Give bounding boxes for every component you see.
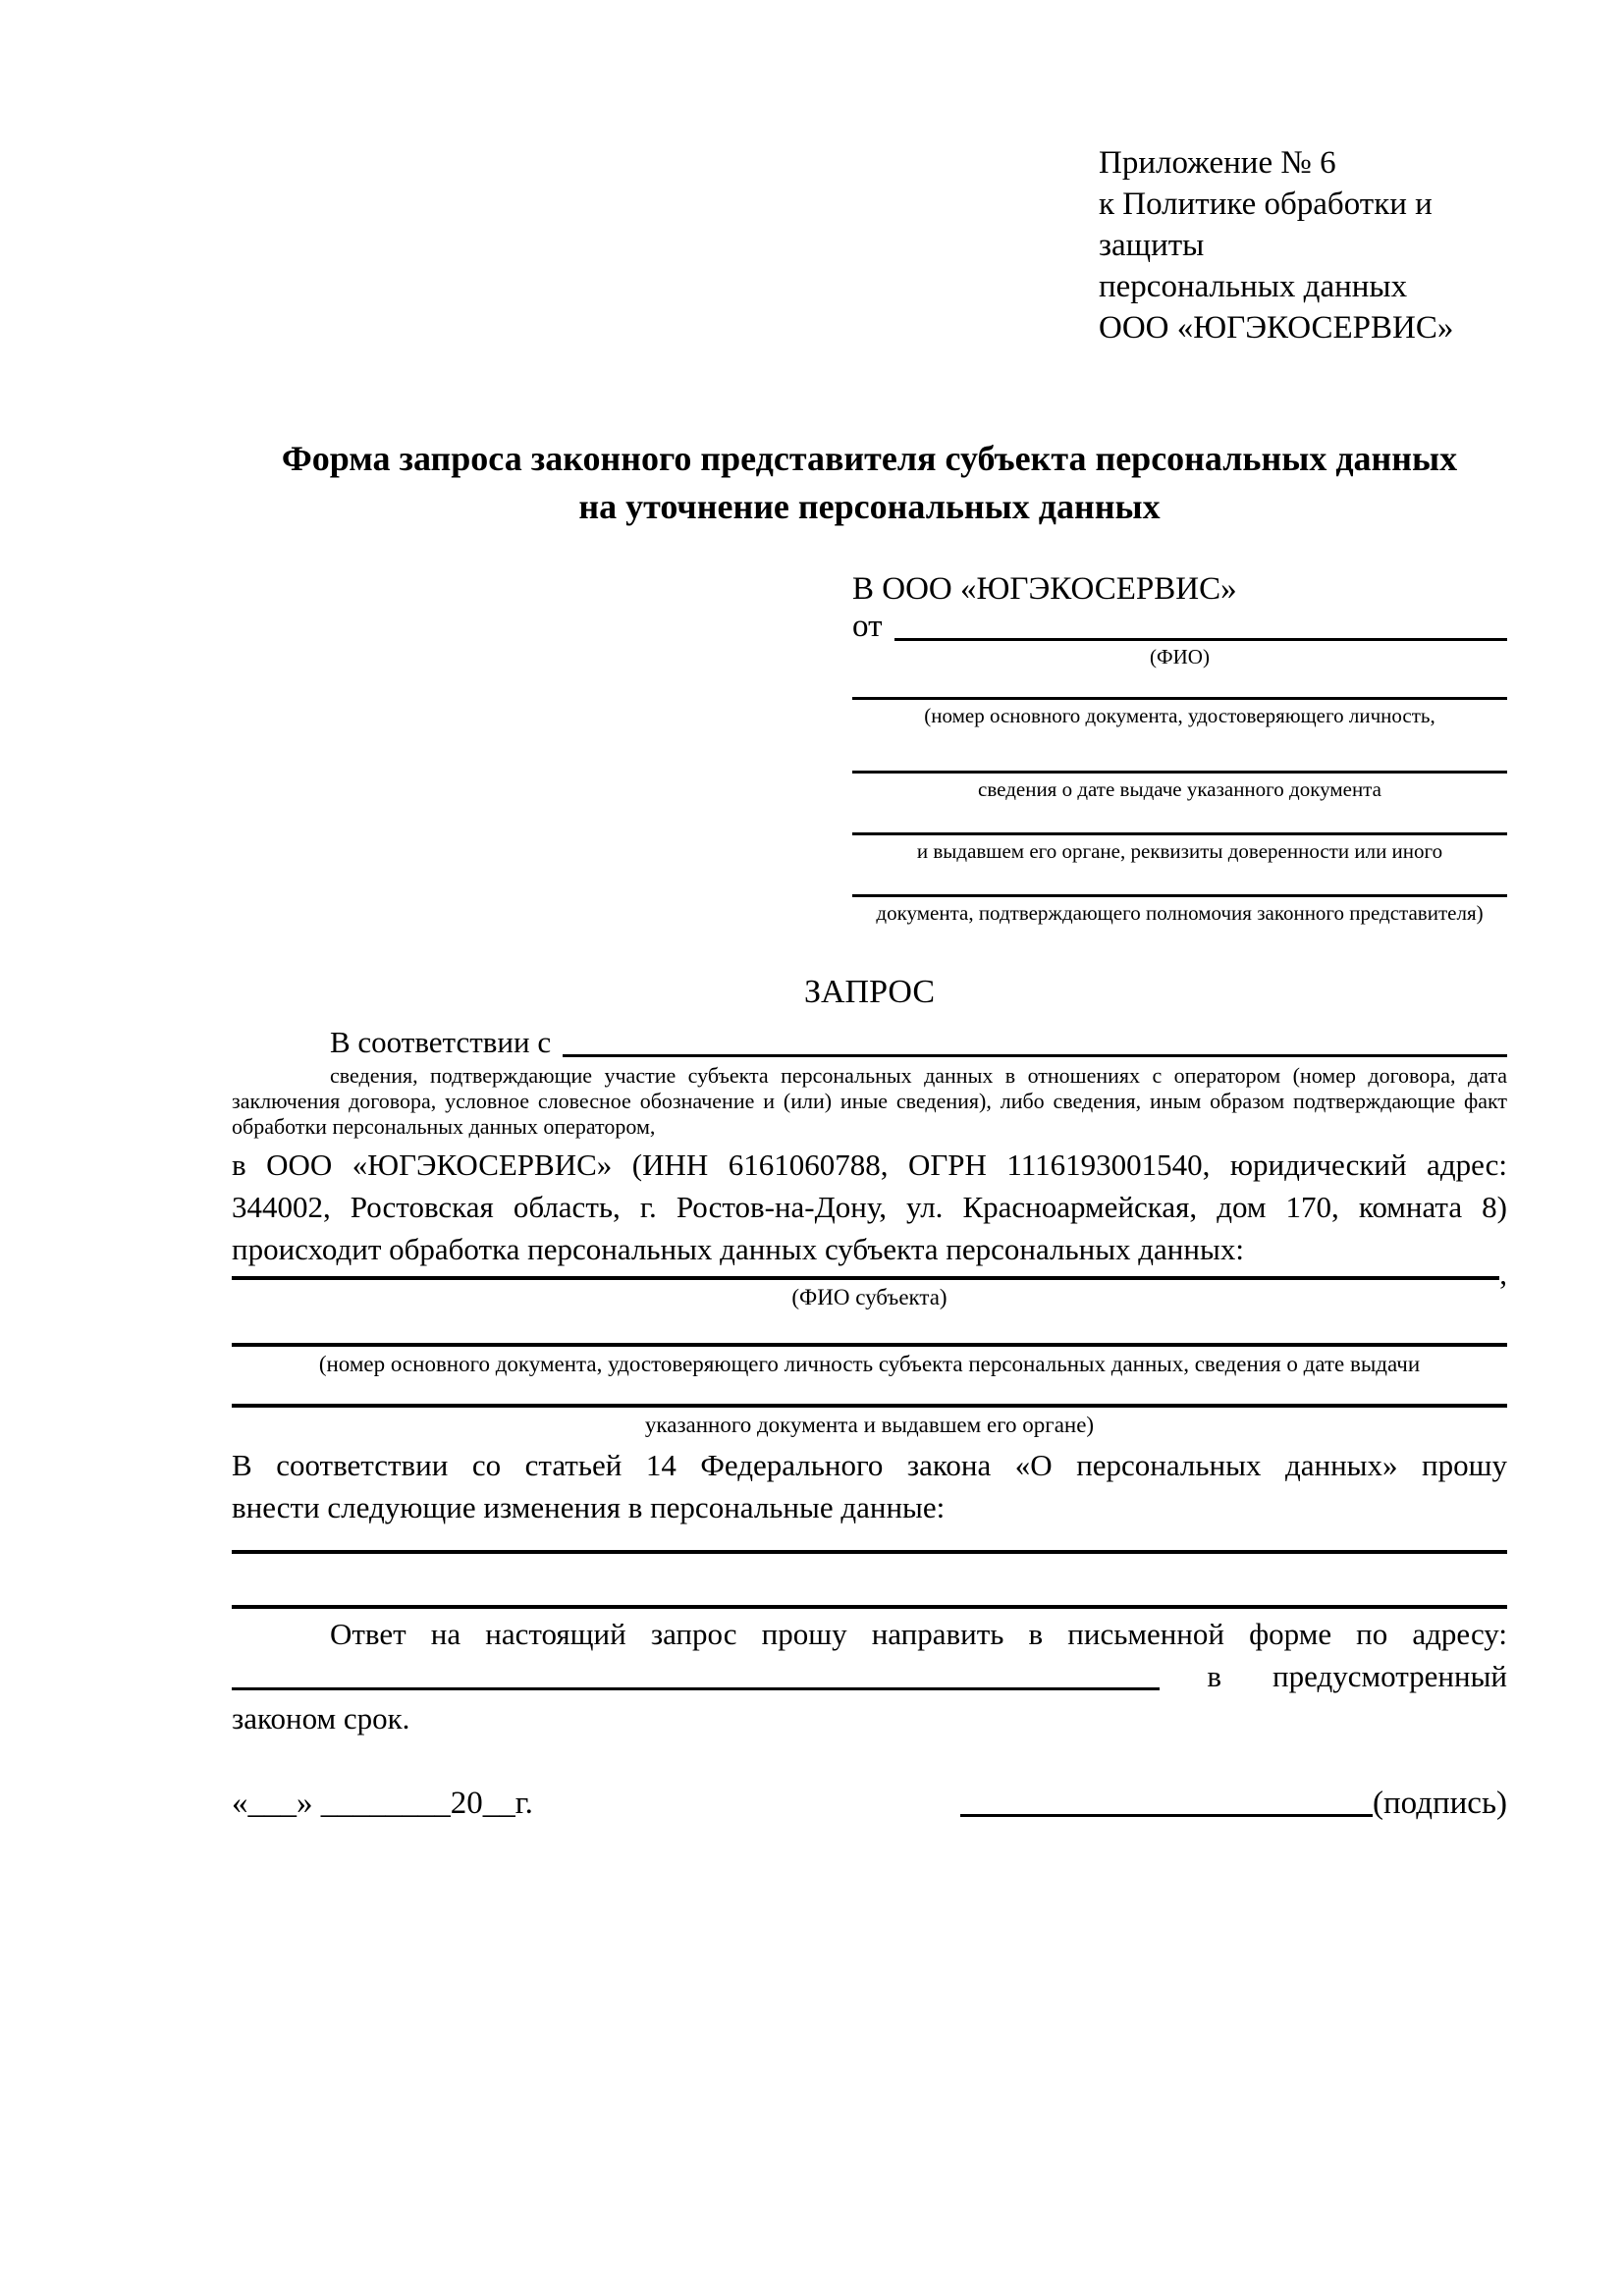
fio-hint: (ФИО): [1150, 645, 1210, 668]
doc-hint-4: документа, подтверждающего полномочия законного представителя): [876, 901, 1484, 925]
signature-hint: (подпись): [1373, 1786, 1507, 1821]
blank-line: [852, 802, 1507, 835]
intro-blank-line: [563, 1022, 1507, 1057]
article-line1: В соответствии со статьей 14 Федерального закона «О персональных данных» прошу: [232, 1448, 1507, 1482]
footnote-block: [232, 1063, 1507, 1140]
doc-hint-3: и выдавшем его органе, реквизиты доверенности или иного: [916, 839, 1443, 863]
form-title-line2: на уточнение персональных данных: [578, 487, 1161, 526]
reply-paragraph: [232, 1613, 1507, 1739]
address-blank-line: [232, 1687, 1160, 1690]
reply-line3: законом срок.: [232, 1701, 410, 1735]
appendix-line: Приложение № 6: [1099, 145, 1336, 181]
reply-line1: Ответ на настоящий запрос прошу направить в письменной форме по адресу:: [330, 1617, 1507, 1651]
subject-fio-hint: (ФИО субъекта): [791, 1285, 947, 1309]
operator-line1: в ООО «ЮГЭКОСЕРВИС» (ИНН 6161060788, ОГРН 1116193001540, юридический адрес:: [232, 1148, 1507, 1182]
appendix-line: к Политике обработки и защиты: [1099, 187, 1433, 263]
doc-hint-1: (номер основного документа, удостоверяющего личность,: [924, 704, 1435, 727]
reply-word2: предусмотренный: [1272, 1659, 1507, 1693]
addressee-block: [852, 568, 1507, 926]
blank-line: [232, 1310, 1507, 1347]
appendix-block: [1099, 142, 1507, 348]
subject-doc-hint-2: указанного документа и выдавшем его органе): [644, 1413, 1095, 1437]
signature-group: [960, 1783, 1507, 1824]
blank-line: [852, 864, 1507, 897]
reply-line2: [232, 1655, 1507, 1697]
operator-line2: 344002, Ростовская область, г. Ростов-на-Дону, ул. Красноармейская, дом 170, комната 8): [232, 1190, 1507, 1224]
footnote-line: обработки персональных данных оператором,: [232, 1114, 656, 1139]
footnote-line: заключения договора, условное словесное обозначение и (или) иные сведения), либо сведения, иным образом подтверждающие факт: [232, 1089, 1507, 1113]
article-paragraph: [232, 1444, 1507, 1528]
appendix-line: ООО «ЮГЭКОСЕРВИС»: [1099, 310, 1454, 346]
article-line2: внести следующие изменения в персональные данные:: [232, 1490, 946, 1524]
operator-line3: происходит обработка персональных данных субъекта персональных данных:: [232, 1232, 1244, 1266]
footer-row: [232, 1783, 1507, 1824]
subject-fio-row: [232, 1256, 1507, 1291]
blank-line: [852, 728, 1507, 774]
blank-line: [232, 1377, 1507, 1408]
intro-prefix: В соответствии с: [330, 1025, 552, 1059]
footnote-line: сведения, подтверждающие участие субъекта персональных данных в отношениях с оператором (номер договора, дата: [330, 1063, 1507, 1088]
date-blank: «___» ________20__г.: [232, 1786, 533, 1821]
intro-row: [232, 1022, 1507, 1063]
from-row: [852, 609, 1507, 644]
from-blank-line: [894, 612, 1508, 641]
from-label: от: [852, 609, 883, 644]
form-title-line1: Форма запроса законного представителя субъекта персональных данных: [281, 439, 1458, 478]
blank-line: [852, 669, 1507, 700]
changes-blank-line-1: [232, 1528, 1507, 1554]
reply-word1: в: [1207, 1659, 1222, 1693]
subject-doc-hint-1: (номер основного документа, удостоверяющего личность субъекта персональных данных, сведения о дате выдачи: [318, 1352, 1421, 1376]
operator-paragraph: [232, 1144, 1507, 1270]
form-title: [232, 435, 1507, 531]
doc-hint-2: сведения о дате выдаче указанного документа: [978, 777, 1381, 801]
addressee-to: В ООО «ЮГЭКОСЕРВИС»: [852, 571, 1237, 607]
trailing-comma: ,: [1499, 1256, 1507, 1291]
request-heading: ЗАПРОС: [803, 974, 936, 1010]
changes-blank-line-2: [232, 1554, 1507, 1609]
signature-blank-line: [960, 1814, 1373, 1817]
appendix-line: персональных данных: [1099, 269, 1408, 304]
subject-fio-blank-line: [232, 1266, 1499, 1280]
